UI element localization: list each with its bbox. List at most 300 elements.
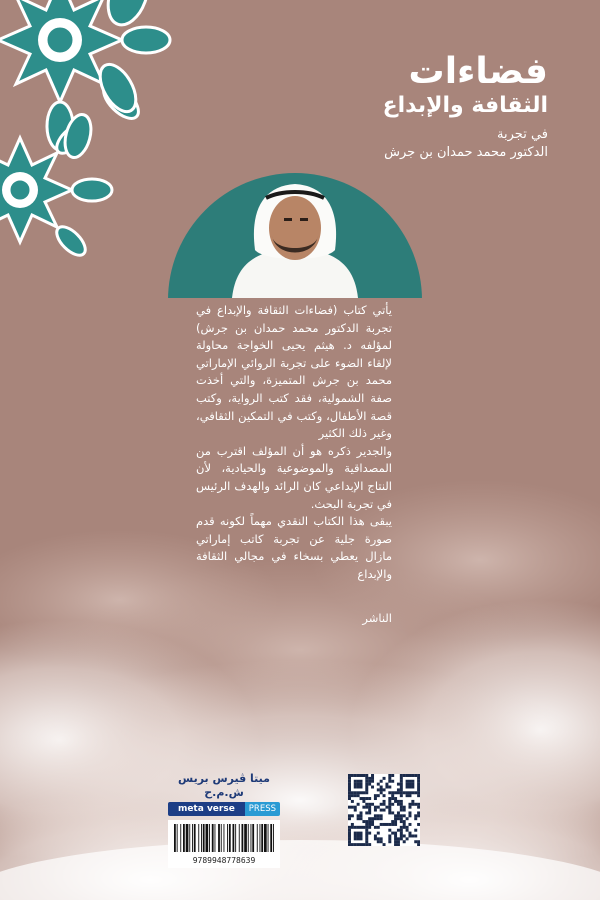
qr-module xyxy=(371,774,374,777)
qr-module xyxy=(371,786,374,789)
qr-module xyxy=(380,803,383,806)
qr-module xyxy=(348,826,351,829)
qr-module xyxy=(400,794,403,797)
qr-module xyxy=(397,788,400,791)
qr-module xyxy=(368,843,371,846)
qr-module xyxy=(408,823,411,826)
qr-module xyxy=(354,837,357,840)
barcode-bar xyxy=(273,824,274,852)
qr-module xyxy=(411,803,414,806)
qr-module xyxy=(417,814,420,817)
qr-module xyxy=(388,797,391,800)
barcode-bar xyxy=(227,824,228,852)
qr-module xyxy=(414,834,417,837)
qr-module xyxy=(354,794,357,797)
qr-module xyxy=(417,803,420,806)
qr-module xyxy=(365,811,368,814)
qr-module xyxy=(400,814,403,817)
qr-module xyxy=(406,786,409,789)
qr-module xyxy=(388,809,391,812)
qr-module xyxy=(397,811,400,814)
qr-module xyxy=(408,806,411,809)
qr-module xyxy=(348,783,351,786)
qr-module xyxy=(408,834,411,837)
qr-module xyxy=(360,786,363,789)
qr-module xyxy=(351,806,354,809)
qr-module xyxy=(417,786,420,789)
qr-module xyxy=(362,774,365,777)
qr-module xyxy=(383,809,386,812)
qr-module xyxy=(357,837,360,840)
blurb-paragraph-2: والجدير ذكره هو أن المؤلف اقترب من المصداقية والموضوعية والحيادية، لأن النتاج الإبداعي كان الرائد والهدف الرئيس في تجربة البحث. xyxy=(196,443,392,511)
qr-module xyxy=(354,843,357,846)
qr-module xyxy=(417,840,420,843)
barcode-bar xyxy=(221,824,222,852)
barcode-bar xyxy=(268,824,269,852)
qr-module xyxy=(377,817,380,820)
barcode-bar xyxy=(251,824,252,852)
qr-module xyxy=(414,840,417,843)
barcode-bar xyxy=(239,824,240,852)
qr-module xyxy=(365,826,368,829)
qr-module xyxy=(391,820,394,823)
qr-module xyxy=(417,806,420,809)
qr-module xyxy=(397,829,400,832)
qr-module xyxy=(360,780,363,783)
qr-module xyxy=(357,826,360,829)
qr-module xyxy=(400,832,403,835)
qr-module xyxy=(348,840,351,843)
qr-module xyxy=(348,843,351,846)
qr-module xyxy=(388,777,391,780)
publisher-logo-tag: PRESS xyxy=(245,802,280,816)
qr-module xyxy=(408,814,411,817)
qr-module xyxy=(411,783,414,786)
qr-module xyxy=(388,840,391,843)
qr-module xyxy=(388,823,391,826)
qr-module xyxy=(417,794,420,797)
qr-module xyxy=(394,791,397,794)
qr-module xyxy=(374,814,377,817)
qr-module xyxy=(365,774,368,777)
qr-module xyxy=(365,803,368,806)
qr-module xyxy=(374,817,377,820)
qr-module xyxy=(380,791,383,794)
qr-module xyxy=(351,826,354,829)
barcode-bar xyxy=(183,824,185,852)
qr-module xyxy=(365,806,368,809)
qr-module xyxy=(374,797,377,800)
barcode-bar xyxy=(235,824,236,852)
qr-module xyxy=(365,832,368,835)
qr-module xyxy=(368,806,371,809)
qr-module xyxy=(380,823,383,826)
qr-module xyxy=(400,817,403,820)
qr-module xyxy=(380,780,383,783)
qr-module xyxy=(365,788,368,791)
qr-module xyxy=(391,811,394,814)
barcode-bar xyxy=(233,824,235,852)
qr-module xyxy=(417,843,420,846)
blurb-paragraph-1: يأتي كتاب (فضاءات الثقافة والإبداع في تجربة الدكتور محمد حمدان بن جرش) لمؤلفه د. هيثم يحيى الخواجة محاولة لإلقاء الضوء على تجربة الروائي الإماراتي محمد بن جرش المتميزة، والتي أخذت صفة الشمولية، فقد كتب الرواية، وكتب قصة الأطفال، وكتب في التمكين الثقافي، وغير ذلك الكثير xyxy=(196,303,392,441)
qr-module xyxy=(394,800,397,803)
qr-module xyxy=(374,809,377,812)
qr-module xyxy=(403,820,406,823)
qr-module xyxy=(360,837,363,840)
qr-module xyxy=(400,800,403,803)
qr-module xyxy=(403,826,406,829)
qr-module xyxy=(371,803,374,806)
qr-module xyxy=(368,826,371,829)
qr-module xyxy=(374,834,377,837)
qr-module xyxy=(371,820,374,823)
qr-module xyxy=(357,834,360,837)
qr-module xyxy=(403,840,406,843)
qr-module xyxy=(385,823,388,826)
barcode-bar xyxy=(229,824,231,852)
qr-module xyxy=(371,780,374,783)
qr-module xyxy=(351,843,354,846)
qr-module xyxy=(380,817,383,820)
qr-module xyxy=(348,780,351,783)
barcode-bar xyxy=(194,824,196,852)
qr-module xyxy=(351,791,354,794)
qr-module xyxy=(400,829,403,832)
qr-module xyxy=(368,797,371,800)
qr-module xyxy=(406,826,409,829)
qr-module xyxy=(374,794,377,797)
qr-module xyxy=(397,814,400,817)
qr-module xyxy=(348,774,351,777)
barcode-bar xyxy=(244,824,247,852)
qr-module xyxy=(408,832,411,835)
qr-module xyxy=(365,780,368,783)
qr-module xyxy=(403,791,406,794)
book-subtitle-person: الدكتور محمد حمدان بن جرش xyxy=(384,145,548,160)
qr-module xyxy=(371,777,374,780)
qr-module xyxy=(388,811,391,814)
qr-module xyxy=(391,780,394,783)
barcode-bar xyxy=(180,824,181,852)
qr-module xyxy=(394,820,397,823)
qr-module xyxy=(403,834,406,837)
barcode-bar xyxy=(218,824,220,852)
qr-module xyxy=(417,811,420,814)
qr-module xyxy=(348,794,351,797)
barcode-bar xyxy=(189,824,190,852)
qr-module xyxy=(377,806,380,809)
qr-module xyxy=(374,826,377,829)
qr-module xyxy=(365,837,368,840)
qr-module xyxy=(354,832,357,835)
qr-module xyxy=(354,783,357,786)
qr-module xyxy=(408,774,411,777)
qr-module xyxy=(417,823,420,826)
qr-module xyxy=(400,837,403,840)
barcode-bar xyxy=(261,824,263,852)
qr-module xyxy=(360,774,363,777)
qr-module xyxy=(383,794,386,797)
qr-module xyxy=(391,794,394,797)
qr-module xyxy=(377,783,380,786)
qr-module xyxy=(406,783,409,786)
qr-module xyxy=(411,774,414,777)
qr-module xyxy=(400,803,403,806)
barcode-bar xyxy=(192,824,193,852)
qr-module xyxy=(388,800,391,803)
qr-module xyxy=(365,840,368,843)
qr-module xyxy=(397,837,400,840)
author-photo xyxy=(160,160,430,298)
barcode-bar xyxy=(186,824,189,852)
qr-module xyxy=(394,814,397,817)
qr-module xyxy=(348,791,351,794)
qr-module xyxy=(357,780,360,783)
qr-module xyxy=(374,837,377,840)
qr-module xyxy=(351,823,354,826)
qr-module xyxy=(368,783,371,786)
qr-module xyxy=(408,786,411,789)
qr-module xyxy=(354,786,357,789)
qr-module xyxy=(365,834,368,837)
qr-module xyxy=(365,797,368,800)
qr-module xyxy=(354,809,357,812)
qr-module xyxy=(383,803,386,806)
qr-module xyxy=(348,832,351,835)
qr-module xyxy=(365,820,368,823)
qr-module xyxy=(408,811,411,814)
barcode-bar xyxy=(198,824,199,852)
qr-module xyxy=(351,814,354,817)
qr-module xyxy=(385,806,388,809)
qr-module xyxy=(400,826,403,829)
barcode-bar xyxy=(174,824,176,852)
qr-module xyxy=(400,834,403,837)
qr-module xyxy=(388,834,391,837)
isbn-barcode xyxy=(168,820,280,868)
qr-module xyxy=(400,786,403,789)
qr-module xyxy=(406,794,409,797)
qr-module xyxy=(388,780,391,783)
qr-module xyxy=(377,832,380,835)
qr-module xyxy=(377,788,380,791)
qr-module xyxy=(406,829,409,832)
qr-module xyxy=(411,786,414,789)
qr-module xyxy=(414,814,417,817)
qr-module xyxy=(400,783,403,786)
qr-module xyxy=(388,837,391,840)
qr-module xyxy=(417,788,420,791)
qr-module xyxy=(400,774,403,777)
qr-module xyxy=(406,791,409,794)
qr-module xyxy=(362,806,365,809)
qr-module xyxy=(357,832,360,835)
barcode-bar xyxy=(177,824,178,852)
qr-module xyxy=(391,797,394,800)
qr-module xyxy=(400,788,403,791)
qr-module xyxy=(351,794,354,797)
qr-module xyxy=(397,783,400,786)
qr-module xyxy=(348,806,351,809)
barcode-bar xyxy=(206,824,209,852)
qr-module xyxy=(360,791,363,794)
blurb-text xyxy=(196,302,392,627)
qr-module xyxy=(397,791,400,794)
qr-module xyxy=(348,837,351,840)
qr-module xyxy=(417,783,420,786)
qr-module xyxy=(397,840,400,843)
qr-module xyxy=(362,791,365,794)
qr-module xyxy=(362,820,365,823)
qr-module xyxy=(385,783,388,786)
barcode-icon xyxy=(172,824,276,852)
barcode-bar xyxy=(212,824,214,852)
qr-module xyxy=(394,817,397,820)
qr-module xyxy=(371,823,374,826)
qr-module xyxy=(360,843,363,846)
qr-module xyxy=(414,774,417,777)
qr-module xyxy=(391,823,394,826)
qr-module xyxy=(391,803,394,806)
qr-module xyxy=(414,829,417,832)
qr-module xyxy=(360,826,363,829)
qr-module xyxy=(411,834,414,837)
qr-module xyxy=(377,814,380,817)
blurb-paragraph-3: يبقى هذا الكتاب النقدي مهماً لكونه قدم صورة جلية عن تجربة كاتب إماراتي مازال يعطي بسخاء في مجالي الثقافة والإبداع xyxy=(196,514,392,581)
qr-module xyxy=(394,823,397,826)
qr-module xyxy=(371,817,374,820)
barcode-bar xyxy=(252,824,254,852)
qr-module xyxy=(388,829,391,832)
qr-module xyxy=(360,783,363,786)
qr-module xyxy=(403,806,406,809)
qr-module xyxy=(365,843,368,846)
qr-module xyxy=(374,806,377,809)
qr-module xyxy=(351,774,354,777)
qr-module xyxy=(368,780,371,783)
qr-module xyxy=(388,803,391,806)
qr-module xyxy=(365,777,368,780)
qr-module xyxy=(411,780,414,783)
qr-module xyxy=(380,788,383,791)
qr-module xyxy=(380,809,383,812)
qr-module xyxy=(351,800,354,803)
qr-module xyxy=(348,834,351,837)
publisher-logo xyxy=(168,802,280,816)
qr-module xyxy=(348,786,351,789)
qr-module xyxy=(403,814,406,817)
qr-module xyxy=(400,809,403,812)
qr-module xyxy=(362,800,365,803)
qr-module xyxy=(354,780,357,783)
qr-module xyxy=(354,834,357,837)
qr-module xyxy=(357,843,360,846)
qr-module xyxy=(360,811,363,814)
qr-module xyxy=(357,803,360,806)
qr-module xyxy=(357,791,360,794)
qr-module xyxy=(368,820,371,823)
barcode-bar xyxy=(224,824,225,852)
qr-module xyxy=(383,823,386,826)
qr-module xyxy=(380,814,383,817)
qr-module xyxy=(388,791,391,794)
qr-module xyxy=(357,794,360,797)
qr-module xyxy=(377,840,380,843)
qr-module xyxy=(360,814,363,817)
qr-module xyxy=(377,794,380,797)
qr-module xyxy=(414,791,417,794)
qr-module xyxy=(365,783,368,786)
book-title-secondary: الثقافة والإبداع xyxy=(382,93,548,118)
qr-module xyxy=(391,791,394,794)
qr-module xyxy=(348,829,351,832)
qr-module xyxy=(377,837,380,840)
qr-module xyxy=(368,803,371,806)
qr-module xyxy=(360,832,363,835)
qr-module xyxy=(354,791,357,794)
qr-module xyxy=(360,797,363,800)
qr-module xyxy=(406,837,409,840)
qr-module xyxy=(354,806,357,809)
qr-module xyxy=(417,791,420,794)
qr-module xyxy=(394,843,397,846)
qr-module xyxy=(362,843,365,846)
qr-module xyxy=(403,823,406,826)
qr-code-icon xyxy=(348,774,420,846)
qr-module xyxy=(388,806,391,809)
qr-module xyxy=(380,786,383,789)
barcode-bar xyxy=(264,824,267,852)
qr-code xyxy=(348,774,420,846)
qr-module xyxy=(397,803,400,806)
qr-module xyxy=(400,806,403,809)
qr-module xyxy=(383,788,386,791)
qr-module xyxy=(368,823,371,826)
qr-module xyxy=(403,809,406,812)
qr-module xyxy=(383,800,386,803)
qr-module xyxy=(391,774,394,777)
barcode-bar xyxy=(203,824,205,852)
barcode-bar xyxy=(209,824,210,852)
qr-module xyxy=(383,777,386,780)
barcode-bar xyxy=(201,824,202,852)
barcode-bar xyxy=(242,824,244,852)
qr-module xyxy=(357,783,360,786)
qr-module xyxy=(414,817,417,820)
book-title-block xyxy=(383,52,548,162)
qr-module xyxy=(408,783,411,786)
barcode-bar xyxy=(257,824,258,852)
qr-module xyxy=(357,817,360,820)
qr-module xyxy=(408,803,411,806)
qr-module xyxy=(348,797,351,800)
qr-module xyxy=(365,823,368,826)
qr-module xyxy=(397,843,400,846)
qr-module xyxy=(348,777,351,780)
qr-module xyxy=(400,777,403,780)
teal-geometric-pattern xyxy=(0,0,170,260)
publisher-name: ميتا ڤيرس بريس ش.م.ح xyxy=(178,772,270,799)
publisher-block xyxy=(168,772,280,868)
barcode-bar xyxy=(215,824,216,852)
qr-module xyxy=(400,780,403,783)
qr-module xyxy=(368,817,371,820)
qr-module xyxy=(348,788,351,791)
qr-module xyxy=(391,832,394,835)
qr-module xyxy=(357,786,360,789)
qr-module xyxy=(380,840,383,843)
qr-module xyxy=(380,837,383,840)
